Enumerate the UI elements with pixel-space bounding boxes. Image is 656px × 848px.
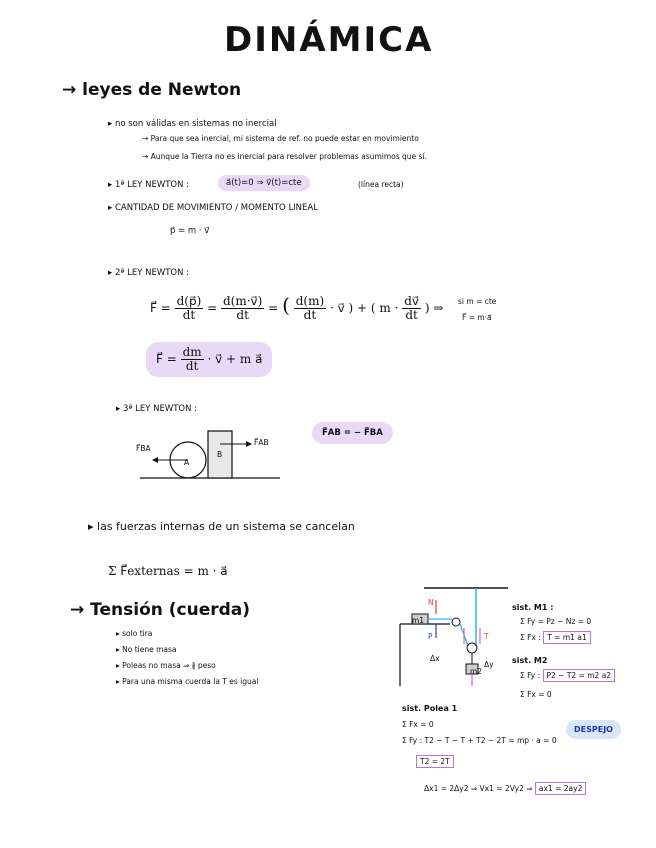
m2-equation-fy (520, 671, 615, 680)
m2-eq1-box: P2 − T2 = m2 a2 (543, 669, 616, 682)
final-eq-box: ax1 = 2ay2 (535, 782, 586, 795)
tension-item: ▸ Para una misma cuerda la T es igual (116, 677, 259, 686)
section-heading-tension: → Tensión (cuerda) (70, 600, 251, 620)
m1-eq2-pre: Σ Fx : (520, 633, 541, 642)
ley2-box-rest: · v⃗ + m a⃗ (207, 352, 263, 367)
frac-num: d(p⃗) (176, 293, 202, 308)
tension-item: ▸ Poleas no masa ⇒ ∦ peso (116, 661, 216, 670)
frac-den: dt (185, 359, 199, 374)
ley3-equation: F⃗AB = − F⃗BA (312, 422, 393, 444)
ley2-highlight-equation (146, 342, 272, 377)
ley3-diagram (130, 424, 290, 484)
m2-eq1-pre: Σ Fy : (520, 671, 541, 680)
page-title: DINÁMICA (224, 20, 434, 60)
ley3-label: ▸ 3ª LEY NEWTON : (116, 404, 198, 414)
ley2-cond1: si m = cte (458, 297, 497, 306)
ley2-frac-dv (402, 295, 421, 322)
label-a: A (184, 458, 190, 467)
ley1-equation: a⃗(t)=0 ⇒ v⃗(t)=cte (218, 175, 310, 191)
equals-sign: = (207, 301, 218, 315)
label-fab: F⃗AB (254, 438, 269, 447)
note-internas: ▸ las fuerzas internas de un sistema se cancelan (88, 520, 355, 533)
arrowhead (246, 441, 252, 447)
frac-num: d(m) (295, 293, 325, 308)
note-inercial: ▸ no son válidas en sistemas no inercial (108, 119, 277, 129)
pulley-fixed (452, 618, 460, 626)
frac-den: dt (182, 308, 196, 322)
ley2-box-frac (181, 346, 204, 373)
section-heading-leyes: → leyes de Newton (62, 80, 242, 100)
frac-den: dt (236, 308, 249, 322)
sist-m1-label: sist. M1 : (512, 603, 554, 612)
ley1-note: (línea recta) (358, 180, 404, 189)
m1-equation-fx (520, 633, 591, 642)
tension-item: ▸ solo tira (116, 629, 153, 638)
despeje-badge: DESPEJO (566, 720, 621, 739)
ley1-label: ▸ 1ª LEY NEWTON : (108, 180, 190, 190)
pulley-diagram (398, 584, 508, 690)
ley2-derivation (150, 293, 443, 322)
frac-num: dv⃗ (404, 293, 420, 308)
diag-label-dx: Δx (430, 654, 440, 663)
ley2-frac-dp (175, 295, 204, 322)
final-equation (424, 784, 586, 793)
ley2-F: F⃗ = (150, 301, 171, 315)
frac-den: dt (303, 308, 317, 322)
ley2-term2-post: ) ⇒ (424, 301, 444, 315)
externas-equation: Σ F⃗externas = m · a⃗ (108, 564, 228, 578)
label-b: B (217, 450, 223, 459)
note-inercial-sub2: → Aunque la Tierra no es inercial para resolver problemas asumimos que sí. (142, 152, 427, 161)
frac-num: d(m·v⃗) (223, 293, 263, 308)
frac-num: dm (182, 345, 202, 359)
polea-equation-fx: Σ Fx = 0 (402, 720, 434, 729)
diag-label-n: N (428, 598, 434, 607)
tension-item: ▸ No tiene masa (116, 645, 177, 654)
equals-sign: = (268, 301, 279, 315)
table-outline (400, 624, 450, 686)
cantidad-equation: p⃗ = m · v⃗ (170, 226, 210, 236)
m1-eq2-box: T = m1 a1 (543, 631, 590, 644)
ley2-box-F: F⃗ = (156, 352, 177, 367)
ley2-frac-dm (294, 295, 326, 322)
m1-equation-fy: Σ Fy = Pz − Nz = 0 (520, 617, 592, 626)
pulley-mobile (467, 643, 477, 653)
diag-label-m2: m2 (470, 667, 483, 676)
ley2-term1-post: · v⃗ ) + ( m · (329, 301, 399, 315)
sist-polea-label: sist. Polea 1 (402, 704, 458, 713)
m2-equation-fx: Σ Fx = 0 (520, 690, 552, 699)
open-paren: ( (282, 293, 290, 317)
polea-equation-fy: Σ Fy : T2 − T − T + T2 − 2T = mp · a = 0 (402, 736, 557, 745)
final-eq-text: Δx1 = 2Δy2 ⇒ Vx1 = 2Vy2 ⇒ (424, 784, 533, 793)
ley2-label: ▸ 2ª LEY NEWTON : (108, 268, 190, 278)
diag-label-p: P (428, 632, 433, 641)
frac-den: dt (405, 308, 418, 322)
arrowhead (152, 457, 158, 463)
diag-label-t: T (484, 632, 489, 641)
label-fba: F⃗BA (136, 444, 151, 453)
sist-m2-label: sist. M2 (512, 656, 548, 665)
diag-label-m1: m1 (412, 616, 425, 625)
ley2-cond2: F⃗ = m·a⃗ (462, 313, 492, 322)
note-inercial-sub1: → Para que sea inercial, mi sistema de ref. no puede estar en movimiento (142, 134, 419, 143)
cantidad-label: ▸ CANTIDAD DE MOVIMIENTO / MOMENTO LINEAL (108, 203, 318, 213)
ley2-frac-dmv (221, 295, 264, 322)
polea-result-box: T2 = 2T (416, 755, 454, 768)
diag-label-dy: Δy (484, 660, 494, 669)
